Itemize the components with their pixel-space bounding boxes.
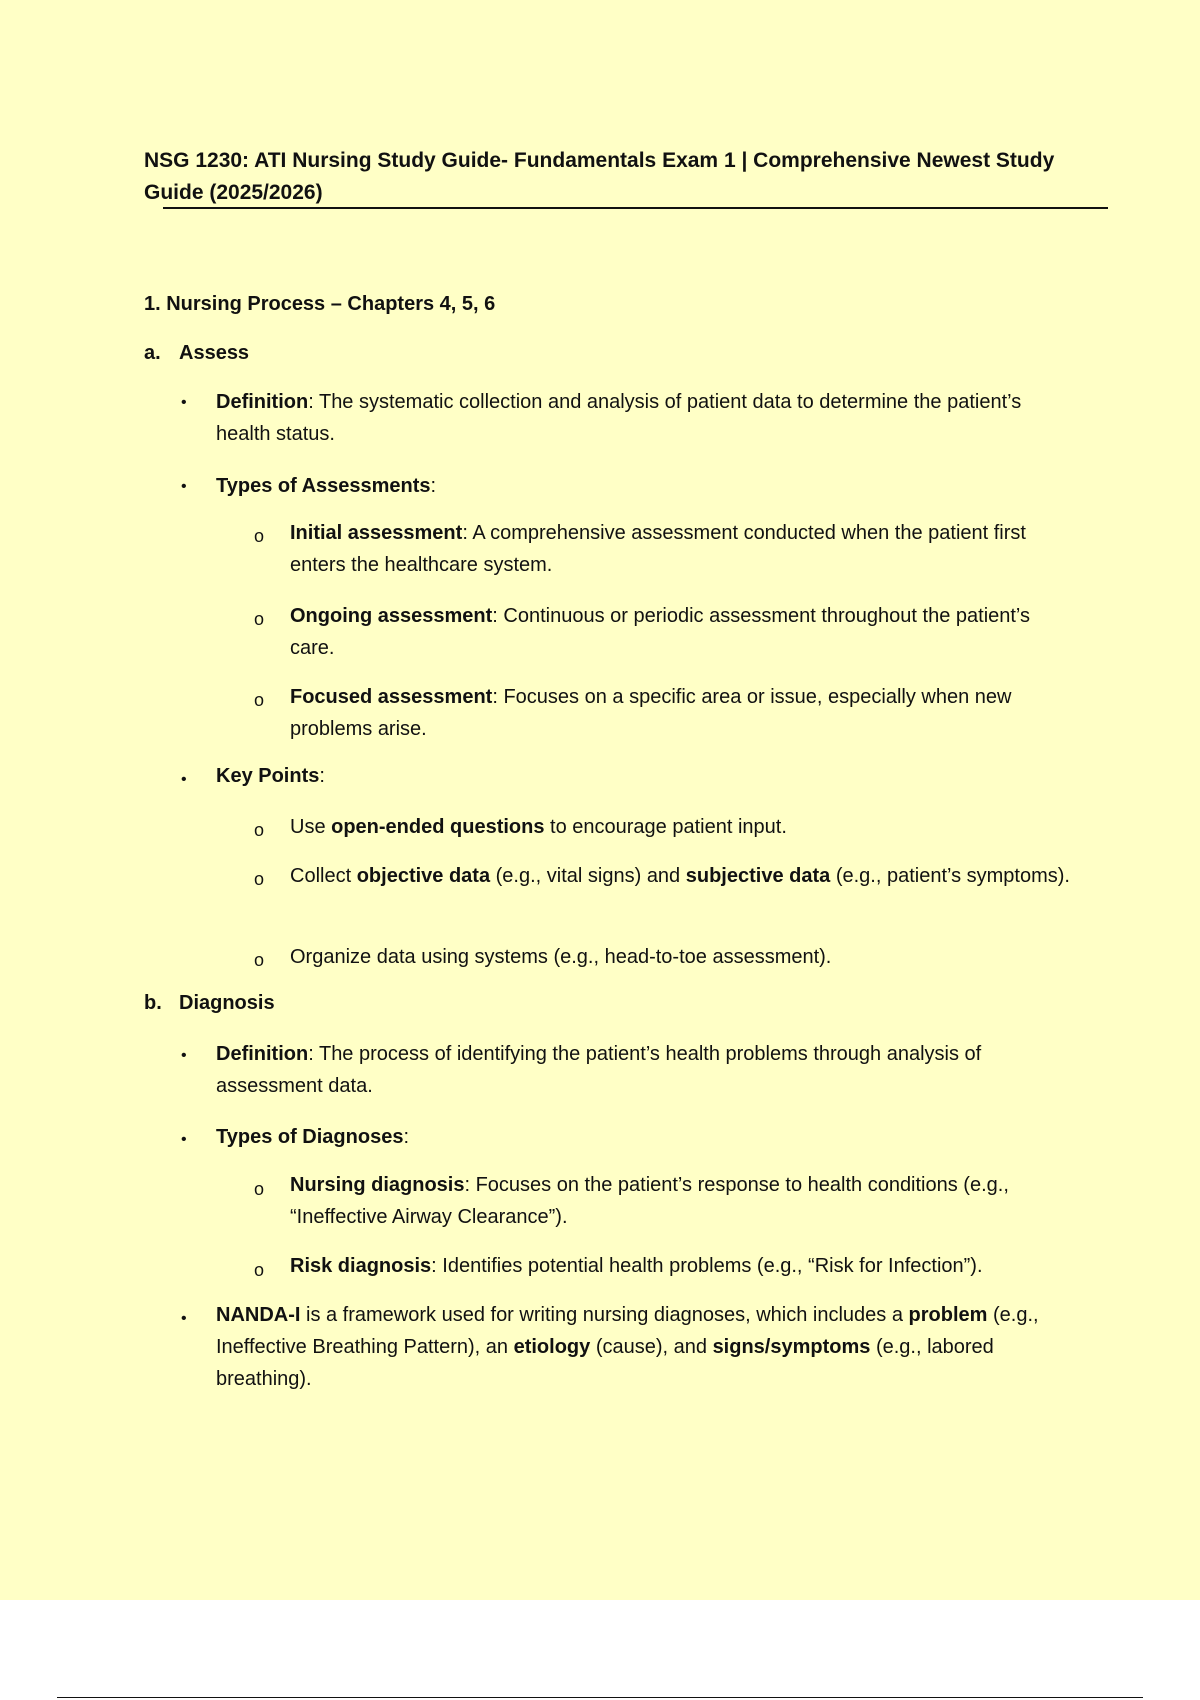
list-item-types-of-diagnoses bbox=[216, 1121, 1076, 1153]
list-item-risk-diagnosis bbox=[290, 1250, 1080, 1282]
bullet-icon: • bbox=[181, 394, 187, 411]
term: signs/symptoms bbox=[712, 1336, 871, 1358]
term: Key Points bbox=[216, 765, 320, 787]
circle-bullet-icon: o bbox=[254, 869, 265, 889]
colon: : bbox=[403, 1126, 410, 1148]
term: open-ended questions bbox=[331, 816, 545, 838]
subsection-heading-diagnosis bbox=[144, 988, 275, 1018]
description: : The process of identifying the patient’s health problems through analysis of assessment data. bbox=[216, 1043, 982, 1097]
term: Ongoing assessment bbox=[290, 605, 493, 627]
description: : Continuous or periodic assessment throughout the patient’s care. bbox=[290, 605, 1031, 659]
list-item-key-points bbox=[216, 760, 1076, 792]
term: subjective data bbox=[685, 865, 831, 887]
list-item-types-of-assessments bbox=[216, 470, 1076, 502]
subsection-heading-assess bbox=[144, 338, 249, 368]
term: Nursing diagnosis bbox=[290, 1174, 465, 1196]
bullet-icon: • bbox=[181, 478, 187, 495]
term: Risk diagnosis bbox=[290, 1255, 432, 1277]
list-item-nanda-i bbox=[216, 1299, 1076, 1395]
document-title: NSG 1230: ATI Nursing Study Guide- Fundamentals Exam 1 | Comprehensive Newest Study Guide (2025/2026) bbox=[144, 149, 1055, 204]
term: problem bbox=[908, 1304, 988, 1326]
description: : Focuses on the patient’s response to health conditions (e.g., “Ineffective Airway Clearance”). bbox=[290, 1174, 1009, 1228]
circle-bullet-icon: o bbox=[254, 820, 265, 840]
list-item-initial-assessment bbox=[290, 517, 1080, 581]
text: (e.g., Ineffective Breathing Pattern), an bbox=[216, 1304, 1039, 1358]
text: Use bbox=[290, 816, 332, 838]
term: Focused assessment bbox=[290, 686, 493, 708]
term: Types of Assessments bbox=[216, 475, 431, 497]
term: Definition bbox=[216, 391, 309, 413]
bullet-icon: • bbox=[181, 1310, 187, 1327]
title-underline bbox=[163, 207, 1108, 209]
text: to encourage patient input. bbox=[544, 816, 787, 838]
term: Types of Diagnoses bbox=[216, 1126, 404, 1148]
list-item-collect-data bbox=[290, 860, 1080, 892]
text: (e.g., labored breathing). bbox=[216, 1336, 994, 1390]
list-item-focused-assessment bbox=[290, 681, 1080, 745]
text: (e.g., vital signs) and bbox=[490, 865, 686, 887]
bullet-icon: • bbox=[181, 1131, 187, 1148]
bullet-icon: • bbox=[181, 1047, 187, 1064]
list-item-assess-definition bbox=[216, 386, 1076, 450]
subsection-title: Assess bbox=[179, 342, 250, 364]
list-item-diagnosis-definition bbox=[216, 1038, 1076, 1102]
subsection-letter: a. bbox=[144, 342, 161, 364]
description: : A comprehensive assessment conducted when the patient first enters the healthcare system. bbox=[290, 522, 1026, 576]
subsection-title: Diagnosis bbox=[179, 992, 275, 1014]
circle-bullet-icon: o bbox=[254, 950, 265, 970]
circle-bullet-icon: o bbox=[254, 690, 265, 710]
description: : Focuses on a specific area or issue, especially when new problems arise. bbox=[290, 686, 1012, 740]
section-heading: 1. Nursing Process – Chapters 4, 5, 6 bbox=[144, 293, 496, 315]
list-item-nursing-diagnosis bbox=[290, 1169, 1080, 1233]
subsection-letter: b. bbox=[144, 992, 162, 1014]
term: Definition bbox=[216, 1043, 309, 1065]
text: is a framework used for writing nursing diagnoses, which includes a bbox=[300, 1304, 909, 1326]
list-item-organize-data: Organize data using systems (e.g., head-to-toe assessment). bbox=[290, 946, 832, 968]
circle-bullet-icon: o bbox=[254, 1260, 265, 1280]
colon: : bbox=[319, 765, 325, 787]
colon: : bbox=[430, 475, 437, 497]
text: (cause), and bbox=[590, 1336, 713, 1358]
circle-bullet-icon: o bbox=[254, 526, 265, 546]
list-item-ongoing-assessment bbox=[290, 600, 1080, 664]
text: Collect bbox=[290, 865, 357, 887]
circle-bullet-icon: o bbox=[254, 609, 265, 629]
term: Initial assessment bbox=[290, 522, 463, 544]
term: NANDA-I bbox=[216, 1304, 301, 1326]
term: objective data bbox=[356, 865, 491, 887]
description: : The systematic collection and analysis of patient data to determine the patient’s health status. bbox=[216, 391, 1022, 445]
circle-bullet-icon: o bbox=[254, 1179, 265, 1199]
term: etiology bbox=[513, 1336, 591, 1358]
list-item-open-ended-questions bbox=[290, 811, 1080, 843]
description: : Identifies potential health problems (e.g., “Risk for Infection”). bbox=[431, 1255, 983, 1277]
bullet-icon: • bbox=[181, 771, 187, 788]
text: (e.g., patient’s symptoms). bbox=[830, 865, 1070, 887]
footer-divider bbox=[57, 1697, 1143, 1698]
